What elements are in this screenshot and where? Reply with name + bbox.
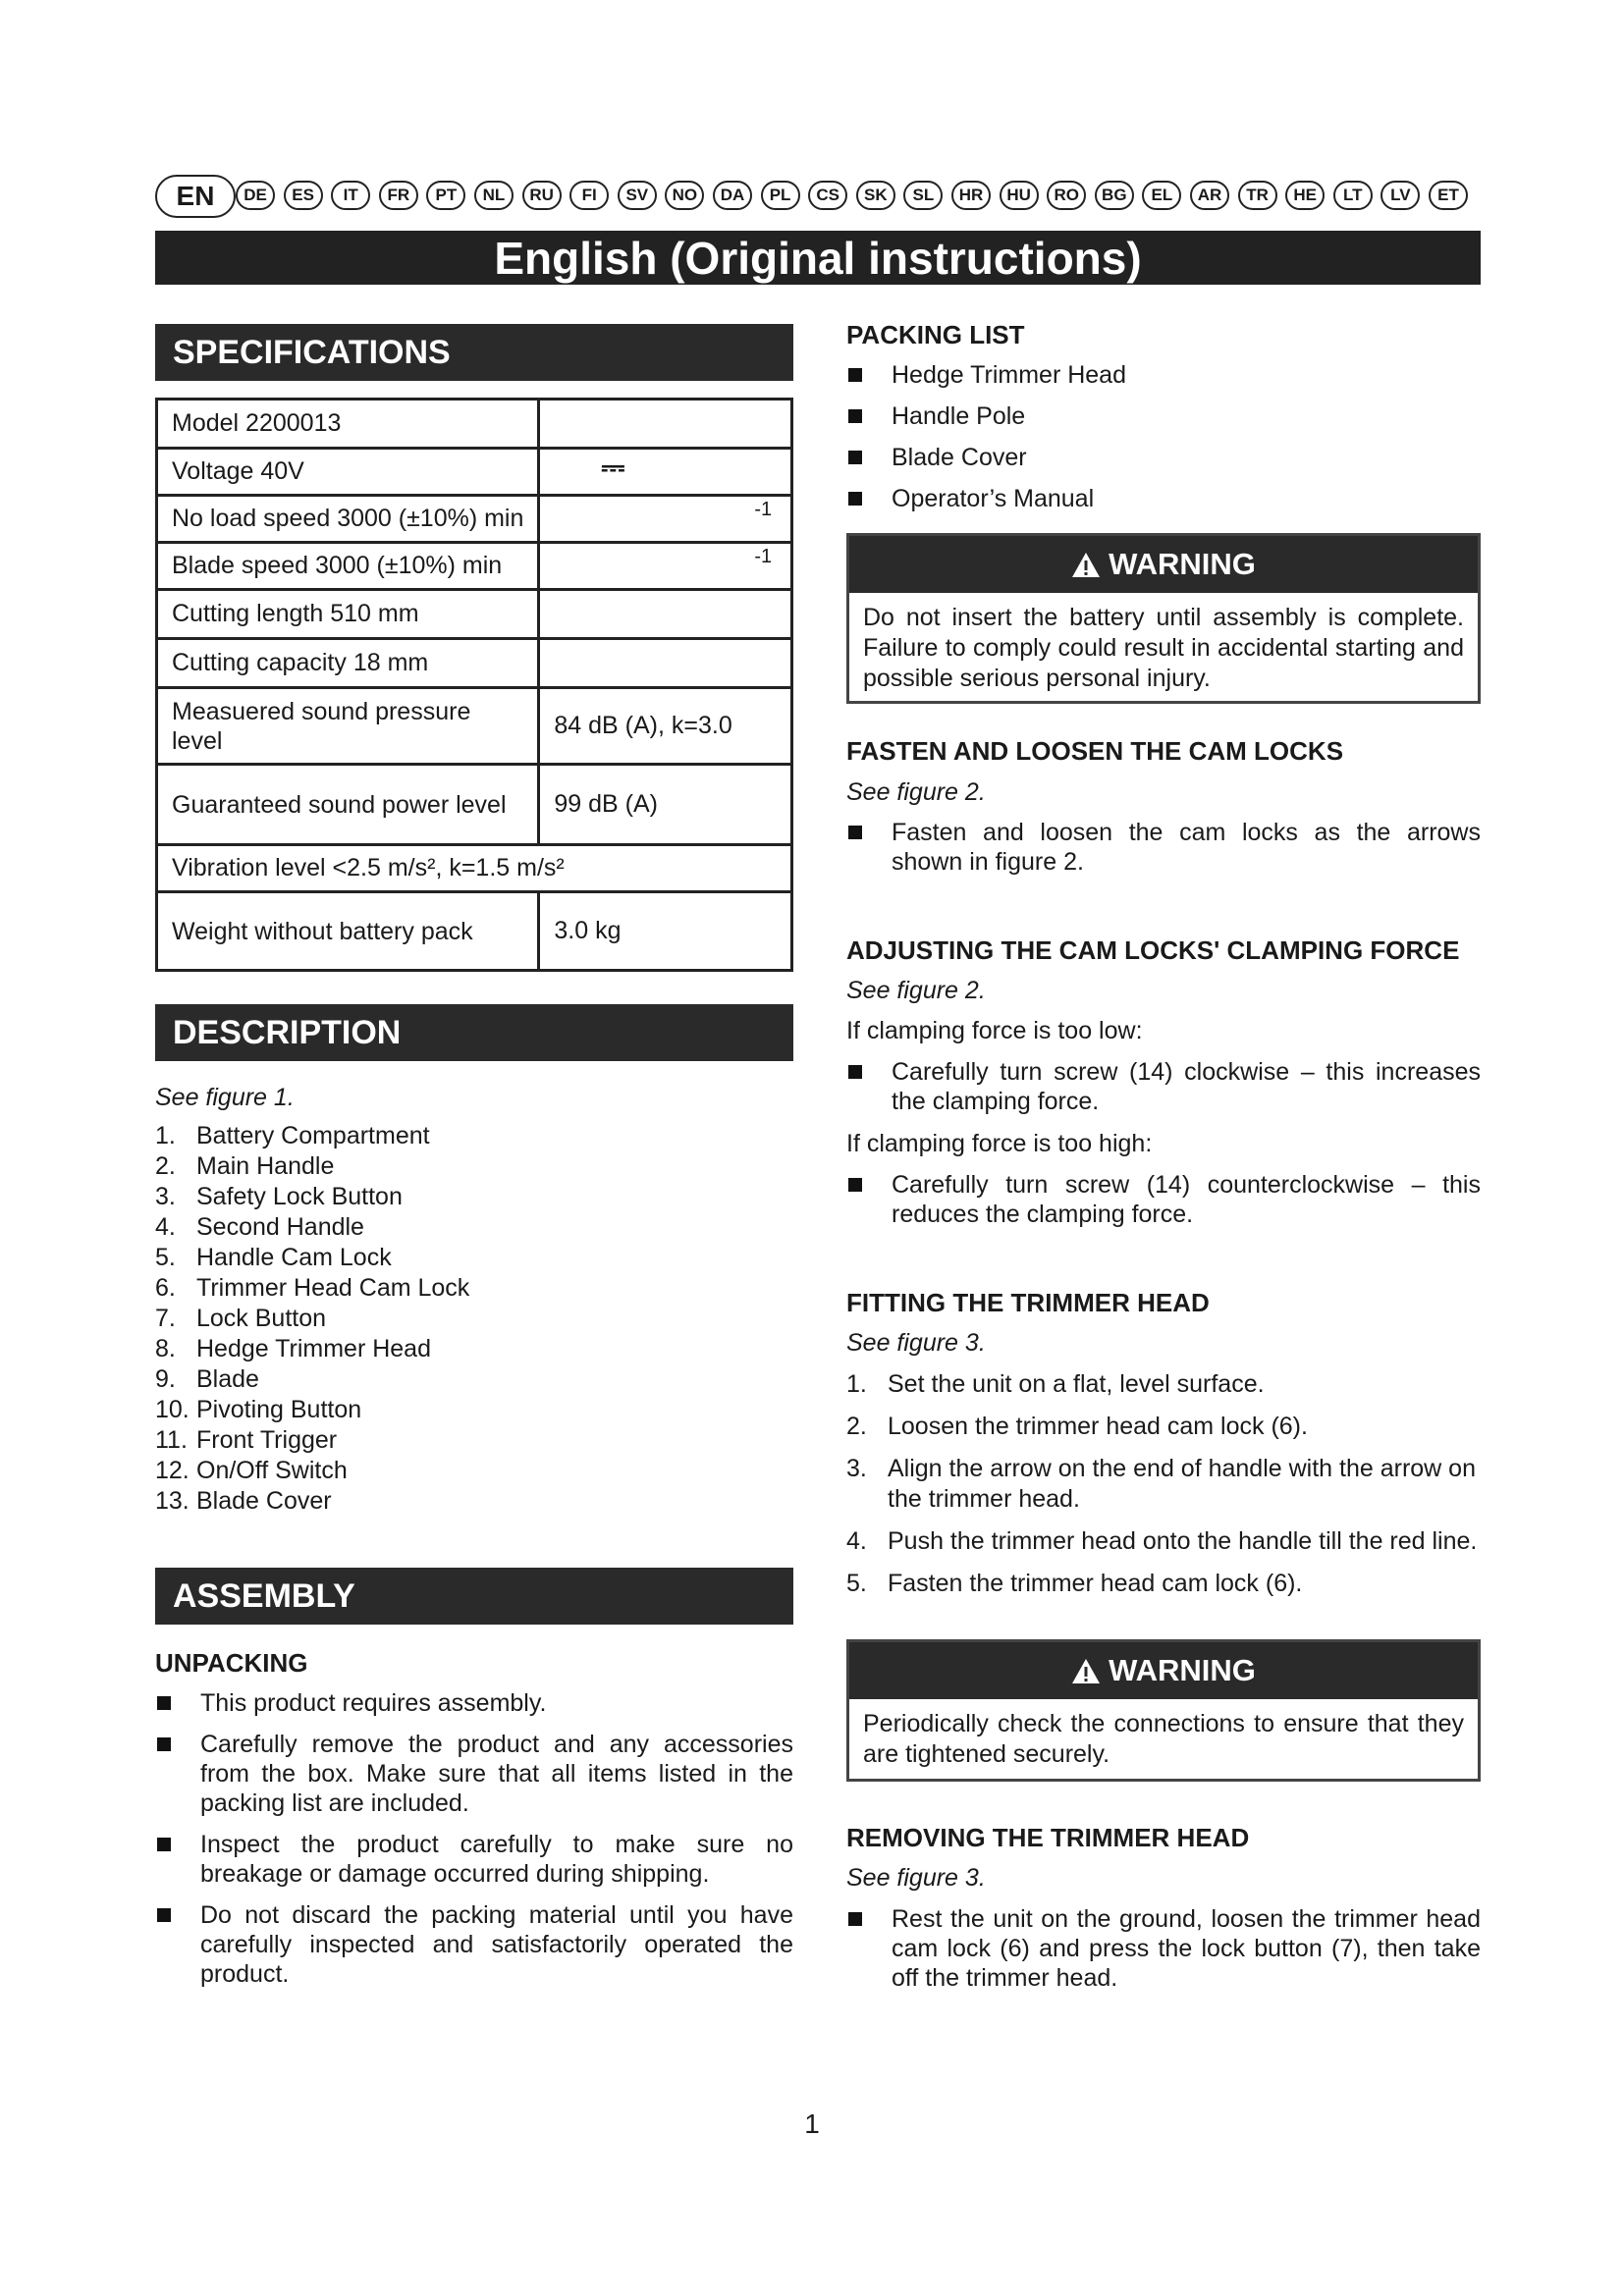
description-parts-list xyxy=(155,1121,793,1517)
spec-value: 510 mm xyxy=(330,600,419,627)
language-tab: PT xyxy=(426,181,465,210)
warning-header xyxy=(849,536,1478,593)
list-number: 8. xyxy=(155,1335,176,1362)
bullet-square-icon xyxy=(848,451,862,464)
description-heading: DESCRIPTION xyxy=(155,1004,793,1061)
spec-label: Measuered sound pressure level xyxy=(157,688,539,765)
language-tab: RU xyxy=(522,181,562,210)
list-item-text: Align the arrow on the end of handle with the arrow on the trimmer head. xyxy=(888,1455,1476,1513)
list-item xyxy=(155,1273,793,1304)
list-item xyxy=(846,1369,1481,1400)
description-see-figure: See figure 1. xyxy=(155,1084,295,1111)
language-tab: LV xyxy=(1380,181,1420,210)
list-item-text: Carefully turn screw (14) counterclockwise – this reduces the clamping force. xyxy=(892,1171,1481,1228)
spec-row xyxy=(157,543,792,590)
language-tab: SL xyxy=(903,181,943,210)
clamping-low-list xyxy=(846,1057,1481,1116)
bullet-square-icon xyxy=(157,1838,171,1851)
language-tab: SV xyxy=(618,181,657,210)
list-item xyxy=(155,1334,793,1364)
list-item-text: Hedge Trimmer Head xyxy=(892,361,1126,389)
spec-row xyxy=(157,496,792,543)
bullet-square-icon xyxy=(157,1696,171,1710)
spec-value: 3000 (±10%) min xyxy=(337,505,524,532)
list-item xyxy=(155,1730,793,1818)
clamping-see-figure: See figure 2. xyxy=(846,977,986,1004)
spec-label: Weight without battery pack xyxy=(157,892,539,971)
exponent: -1 xyxy=(754,499,773,520)
list-number: 4. xyxy=(155,1213,176,1241)
list-item xyxy=(846,1412,1481,1442)
list-item xyxy=(846,443,1481,472)
list-item xyxy=(155,1456,793,1486)
list-item xyxy=(155,1486,793,1517)
list-number: 5. xyxy=(846,1570,867,1597)
clamping-high-list xyxy=(846,1170,1481,1229)
bullet-square-icon xyxy=(848,1065,862,1079)
clamping-high-label: If clamping force is too high: xyxy=(846,1130,1153,1157)
list-item-text: Hedge Trimmer Head xyxy=(196,1335,431,1362)
packing-list xyxy=(846,360,1481,513)
bullet-square-icon xyxy=(848,409,862,423)
list-number: 4. xyxy=(846,1527,867,1555)
assembly-heading: ASSEMBLY xyxy=(155,1568,793,1625)
language-tab: LT xyxy=(1333,181,1373,210)
list-item xyxy=(846,401,1481,431)
list-number: 9. xyxy=(155,1365,176,1393)
spec-label: Blade speed xyxy=(172,552,309,579)
list-item-text: Blade Cover xyxy=(196,1487,332,1515)
warning-header xyxy=(849,1642,1478,1699)
list-number: 1. xyxy=(846,1370,867,1398)
list-item xyxy=(155,1364,793,1395)
spec-value: 40V xyxy=(260,457,304,485)
cam-locks-see-figure: See figure 2. xyxy=(846,778,986,806)
spec-label: Guaranteed sound power level xyxy=(157,765,539,845)
warning-text: Periodically check the connections to ensure that they are tightened securely. xyxy=(863,1710,1464,1768)
language-tabs xyxy=(155,175,1481,218)
list-item xyxy=(155,1304,793,1334)
list-item-text: Push the trimmer head onto the handle till the red line. xyxy=(888,1527,1478,1555)
list-number: 3. xyxy=(155,1183,176,1210)
list-item-text: Loosen the trimmer head cam lock (6). xyxy=(888,1413,1308,1440)
specifications-table xyxy=(155,398,793,972)
warning-box-battery xyxy=(846,533,1481,704)
language-tab: HR xyxy=(951,181,991,210)
list-number: 13. xyxy=(155,1487,189,1515)
spec-row xyxy=(157,590,792,639)
spec-value: 99 dB (A) xyxy=(539,765,792,845)
spec-value: 3.0 kg xyxy=(539,892,792,971)
list-item-text: Blade xyxy=(196,1365,259,1393)
language-tab: EL xyxy=(1142,181,1181,210)
list-item-text: Trimmer Head Cam Lock xyxy=(196,1274,470,1302)
list-item xyxy=(155,1243,793,1273)
warning-label: WARNING xyxy=(1109,547,1256,581)
language-tab: ET xyxy=(1429,181,1468,210)
spec-row xyxy=(157,400,792,449)
spec-value: 2200013 xyxy=(245,409,342,437)
bullet-square-icon xyxy=(157,1908,171,1922)
bullet-square-icon xyxy=(848,826,862,839)
list-number: 2. xyxy=(846,1413,867,1440)
language-tab: TR xyxy=(1238,181,1277,210)
list-item-text: On/Off Switch xyxy=(196,1457,348,1484)
spec-row xyxy=(157,449,792,496)
list-number: 2. xyxy=(155,1152,176,1180)
spec-label: Voltage xyxy=(172,457,254,485)
list-number: 6. xyxy=(155,1274,176,1302)
bullet-square-icon xyxy=(157,1737,171,1751)
spec-label: Cutting capacity xyxy=(172,649,347,676)
unpacking-heading: UNPACKING xyxy=(155,1648,308,1678)
spec-row xyxy=(157,639,792,688)
list-item-text: Do not discard the packing material until you have carefully inspected and satisfactorily operated the product. xyxy=(200,1901,793,1988)
specifications-heading: SPECIFICATIONS xyxy=(155,324,793,381)
bullet-square-icon xyxy=(848,492,862,506)
removing-see-figure: See figure 3. xyxy=(846,1864,986,1892)
list-item xyxy=(155,1212,793,1243)
warning-triangle-icon xyxy=(1071,552,1101,578)
list-number: 1. xyxy=(155,1122,176,1149)
spec-row xyxy=(157,845,792,892)
list-item-text: Pivoting Button xyxy=(196,1396,362,1423)
language-tab: FR xyxy=(379,181,418,210)
language-tab: IT xyxy=(331,181,370,210)
language-code-list xyxy=(236,181,1479,212)
list-item xyxy=(155,1395,793,1425)
fitting-steps-list xyxy=(846,1369,1481,1599)
page-title: English (Original instructions) xyxy=(155,231,1481,285)
list-number: 11. xyxy=(155,1426,188,1454)
list-item-text: Carefully remove the product and any accessories from the box. Make sure that all items listed in the packing list are included. xyxy=(200,1731,793,1817)
list-item-text: Inspect the product carefully to make sure no breakage or damage occurred during shipping. xyxy=(200,1831,793,1888)
warning-label: WARNING xyxy=(1109,1653,1256,1687)
list-number: 5. xyxy=(155,1244,176,1271)
list-item xyxy=(155,1121,793,1151)
list-item xyxy=(155,1182,793,1212)
cam-locks-list xyxy=(846,818,1481,877)
list-item-text: Operator’s Manual xyxy=(892,485,1095,512)
warning-text: Do not insert the battery until assembly is complete. Failure to comply could result in accidental starting and possible serious personal injury. xyxy=(863,604,1464,692)
fitting-see-figure: See figure 3. xyxy=(846,1329,986,1357)
list-number: 3. xyxy=(846,1455,867,1482)
list-item-text: Second Handle xyxy=(196,1213,364,1241)
list-item-text: Fasten the trimmer head cam lock (6). xyxy=(888,1570,1303,1597)
list-item-text: Main Handle xyxy=(196,1152,335,1180)
language-tab: AR xyxy=(1190,181,1229,210)
list-item xyxy=(846,1569,1481,1599)
list-number: 12. xyxy=(155,1457,189,1484)
list-item-text: Lock Button xyxy=(196,1305,327,1332)
list-item xyxy=(846,1526,1481,1557)
list-item-text: Handle Cam Lock xyxy=(196,1244,392,1271)
list-item-text: Blade Cover xyxy=(892,444,1027,471)
fitting-heading: FITTING THE TRIMMER HEAD xyxy=(846,1288,1210,1317)
dc-symbol: ⎓ xyxy=(601,452,625,484)
language-tab: DA xyxy=(713,181,752,210)
language-tab: NL xyxy=(474,181,514,210)
removing-list xyxy=(846,1904,1481,1993)
language-tab: HU xyxy=(1000,181,1039,210)
language-tab: SK xyxy=(856,181,895,210)
list-item xyxy=(846,1170,1481,1229)
list-item-text: Rest the unit on the ground, loosen the trimmer head cam lock (6) and press the lock button (7), then take off the trimmer head. xyxy=(892,1905,1481,1992)
exponent: -1 xyxy=(754,546,773,567)
spec-row xyxy=(157,688,792,765)
language-tab: ES xyxy=(284,181,323,210)
list-item xyxy=(846,1904,1481,1993)
spec-label: Vibration level xyxy=(172,854,326,881)
bullet-square-icon xyxy=(848,1178,862,1192)
warning-box-connections xyxy=(846,1639,1481,1782)
list-item-text: Fasten and loosen the cam locks as the arrows shown in figure 2. xyxy=(892,819,1481,876)
spec-row xyxy=(157,892,792,971)
page-number: 1 xyxy=(804,2109,820,2139)
bullet-square-icon xyxy=(848,368,862,382)
list-item xyxy=(155,1830,793,1889)
spec-value: 3000 (±10%) min xyxy=(314,552,503,579)
list-item xyxy=(155,1425,793,1456)
list-item-text: This product requires assembly. xyxy=(200,1689,547,1717)
packing-list-heading: PACKING LIST xyxy=(846,320,1025,349)
list-item xyxy=(846,484,1481,513)
warning-triangle-icon xyxy=(1071,1658,1101,1684)
list-item-text: Battery Compartment xyxy=(196,1122,430,1149)
cam-locks-heading: FASTEN AND LOOSEN THE CAM LOCKS xyxy=(846,736,1344,766)
list-item-text: Carefully turn screw (14) clockwise – this increases the clamping force. xyxy=(892,1058,1481,1115)
spec-label: Model xyxy=(172,409,240,437)
language-tab: DE xyxy=(236,181,275,210)
spec-label: Cutting length xyxy=(172,600,324,627)
list-item xyxy=(155,1688,793,1718)
list-item-text: Handle Pole xyxy=(892,402,1026,430)
language-tab: CS xyxy=(808,181,847,210)
bullet-square-icon xyxy=(848,1912,862,1926)
language-tab: RO xyxy=(1047,181,1086,210)
list-item-text: Safety Lock Button xyxy=(196,1183,403,1210)
list-item-text: Set the unit on a flat, level surface. xyxy=(888,1370,1265,1398)
language-tab: PL xyxy=(761,181,800,210)
unpacking-list xyxy=(155,1688,793,1989)
language-tab: HE xyxy=(1285,181,1325,210)
language-tab: BG xyxy=(1095,181,1134,210)
list-item xyxy=(155,1900,793,1989)
clamping-low-label: If clamping force is too low: xyxy=(846,1017,1143,1044)
list-item xyxy=(846,1454,1481,1515)
spec-value: <2.5 m/s², k=1.5 m/s² xyxy=(332,854,565,881)
spec-value: 18 mm xyxy=(352,649,429,676)
removing-heading: REMOVING THE TRIMMER HEAD xyxy=(846,1823,1250,1852)
list-number: 10. xyxy=(155,1396,189,1423)
language-tab: NO xyxy=(665,181,704,210)
spec-value: 84 dB (A), k=3.0 xyxy=(539,688,792,765)
list-item xyxy=(846,1057,1481,1116)
list-item-text: Front Trigger xyxy=(196,1426,338,1454)
clamping-heading: ADJUSTING THE CAM LOCKS' CLAMPING FORCE xyxy=(846,935,1460,965)
list-item xyxy=(846,818,1481,877)
spec-row xyxy=(157,765,792,845)
list-item xyxy=(846,360,1481,390)
spec-label: No load speed xyxy=(172,505,331,532)
language-tab-current: EN xyxy=(155,175,236,218)
list-number: 7. xyxy=(155,1305,176,1332)
list-item xyxy=(155,1151,793,1182)
language-tab: FI xyxy=(569,181,609,210)
